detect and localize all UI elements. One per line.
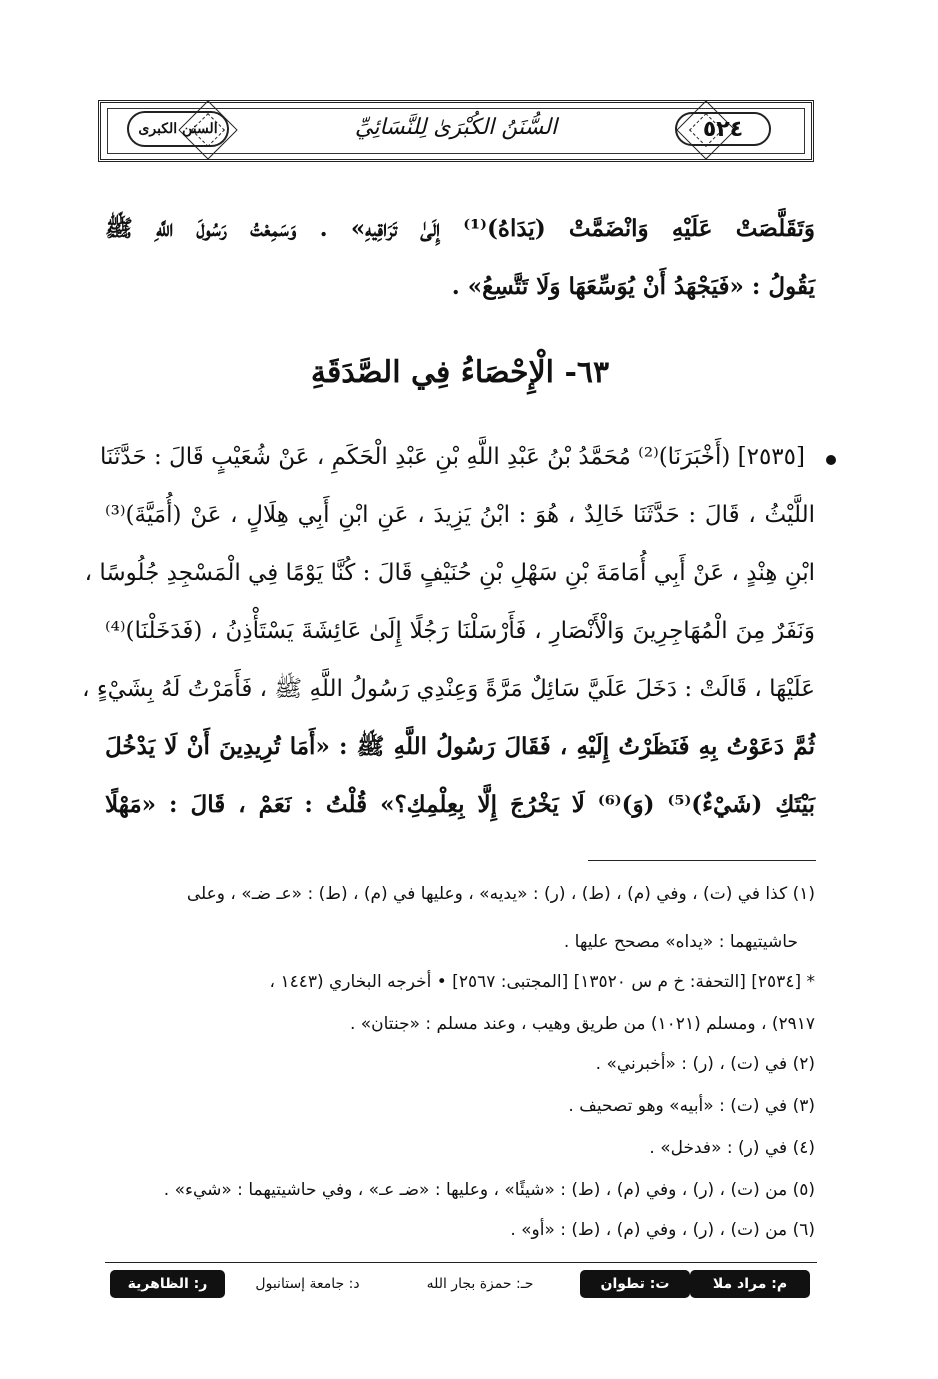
hadith-line: [٢٥٣٥] (أَخْبَرَنَا)⁽²⁾ مُحَمَّدُ بْنُ عَبْدِ اللَّهِ بْنِ عَبْدِ الْحَكَمِ ، عَنْ شُعَيْبٍ قَالَ : حَدَّثَنَا (100, 444, 805, 470)
footnote: (٤) في (ر) : «فدخل» . (649, 1138, 815, 1158)
hadith-line: وَنَفَرٌ مِنَ الْمُهَاجِرِينَ وَالْأَنْصَارِ ، فَأَرْسَلْنَا رَجُلًا إِلَىٰ عَائِشَةَ يَسْتَأْذِنُ ، (فَدَخَلْنَا)⁽⁴⁾ (105, 618, 815, 644)
footnote: (٥) من (ت) ، (ر) ، وفي (م) ، (ط) : «شيئًا» ، وعليها : «ضـ عـ» ، وفي حاشيتيهما : «شيء» . (163, 1180, 815, 1200)
hadith-line: اللَّيْثُ ، قَالَ : حَدَّثَنَا خَالِدٌ ، هُوَ : ابْنُ يَزِيدَ ، عَنِ ابْنِ أَبِي هِلَالٍ ، عَنْ (أُمَيَّةَ)⁽³⁾ (105, 502, 815, 528)
footnote: (١) كذا في (ت) ، وفي (م) ، (ط) ، (ر) : «يديه» ، وعليها في (م) ، (ط) : «عـ ضـ» ، وعلى (186, 884, 815, 904)
manuscript-key-t: ت: تطوان (580, 1270, 690, 1298)
chapter-heading: ٦٣- الْإِحْصَاءُ فِي الصَّدَقَةِ (310, 355, 610, 390)
body-line: يَقُولُ : «فَيَجْهَدُ أَنْ يُوَسِّعَهَا وَلَا تَتَّسِعُ» . (451, 273, 815, 300)
footnote: حاشيتيهما : «يداه» مصحح عليها . (563, 932, 798, 952)
running-header (98, 100, 814, 162)
body-line: وَتَقَلَّصَتْ عَلَيْهِ وَانْضَمَّتْ (يَدَاهُ)⁽¹⁾ إِلَىٰ تَرَاقِيهِ» . وَسَمِعْتُ رَسُولَ اللَّهِ ﷺ (105, 215, 815, 242)
footnote-separator (588, 860, 816, 861)
hadith-line: بَيْتَكِ (شَيْءٌ)⁽⁵⁾ (وَ)⁽⁶⁾ لَا يَخْرُجَ إِلَّا بِعِلْمِكِ؟» قُلْتُ : نَعَمْ ، قَالَ : «مَهْلًا (105, 791, 815, 818)
footnote: ٢٩١٧) ، ومسلم (١٠٢١) من طريق وهيب ، وعند مسلم : «جنتان» . (349, 1014, 815, 1034)
hadith-line: عَلَيْهَا ، قَالَتْ : دَخَلَ عَلَيَّ سَائِلٌ مَرَّةً وَعِنْدِي رَسُولُ اللَّهِ ﷺ ، فَأَمَرْتُ لَهُ بِشَيْءٍ ، (82, 676, 815, 702)
footnote: * [٢٥٣٤] [التحفة: خ م س ١٣٥٢٠] [المجتبى: ٢٥٦٧] • أخرجه البخاري (١٤٤٣ ، (269, 972, 815, 992)
manuscript-key-m: م: مراد ملا (690, 1270, 810, 1298)
footnote: (٢) في (ت) ، (ر) : «أخبرني» . (595, 1054, 815, 1074)
hadith-line: ثُمَّ دَعَوْتُ بِهِ فَنَظَرْتُ إِلَيْهِ ، فَقَالَ رَسُولُ اللَّهِ ﷺ : «أَمَا تُرِيدِينَ أَنْ لَا يَدْخُلَ (105, 733, 815, 760)
book-logo: السنن الكبرى (127, 111, 229, 147)
manuscript-key-d: د: جامعة إستانبول (255, 1276, 360, 1292)
page-number: ٥٢٤ (675, 112, 771, 146)
footnote: (٣) في (ت) : «أبيه» وهو تصحيف . (568, 1096, 815, 1116)
hadith-line: ابْنِ هِنْدٍ ، عَنْ أَبِي أُمَامَةَ بْنِ سَهْلِ بْنِ حُنَيْفٍ قَالَ : كُنَّا يَوْمًا فِي الْمَسْجِدِ جُلُوسًا ، (84, 560, 815, 586)
running-title: السُّنَنُ الكُبْرَىٰ لِلنَّسَائِيِّ (354, 115, 558, 140)
hadith-bullet-icon (826, 455, 836, 465)
footnote: (٦) من (ت) ، (ر) ، وفي (م) ، (ط) : «أو» . (510, 1220, 815, 1240)
footer-rule (105, 1262, 817, 1263)
manuscript-key-h: حـ: حمزة بجار الله (426, 1276, 534, 1292)
manuscript-key-r: ر: الظاهرية (110, 1270, 225, 1298)
